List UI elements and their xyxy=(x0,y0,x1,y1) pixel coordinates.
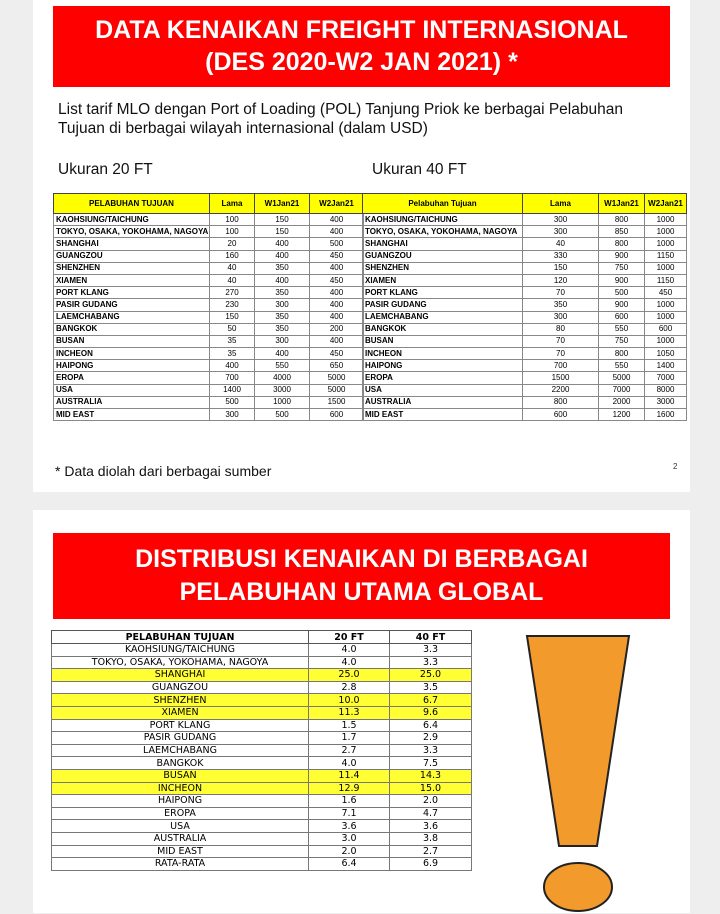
table-40ft-value-cell: 150 xyxy=(523,262,599,274)
distribution-value-cell: 6.7 xyxy=(390,694,472,707)
table-40ft-port-cell: USA xyxy=(363,384,523,396)
table-40ft-value-cell: 7000 xyxy=(599,384,645,396)
slide2-title-line2: PELABUHAN UTAMA GLOBAL xyxy=(179,578,544,606)
distribution-value-cell: 4.7 xyxy=(390,807,472,820)
distribution-header-cell: PELABUHAN TUJUAN xyxy=(52,631,309,644)
table-20ft-row xyxy=(54,250,364,262)
slide1-intro xyxy=(58,100,678,138)
table-20ft-port-cell: LAEMCHABANG xyxy=(54,311,210,323)
table-20ft-value-cell: 300 xyxy=(210,409,255,421)
table-40ft-port-cell: INCHEON xyxy=(363,348,523,360)
distribution-row xyxy=(52,656,472,669)
table-20ft-port-cell: KAOHSIUNG/TAICHUNG xyxy=(54,214,210,226)
table-20ft-port-cell: SHANGHAI xyxy=(54,238,210,250)
table-40ft-value-cell: 350 xyxy=(523,299,599,311)
table-20ft-port-cell: PORT KLANG xyxy=(54,287,210,299)
table-20ft-value-cell: 400 xyxy=(310,299,364,311)
table-20ft-row xyxy=(54,299,364,311)
distribution-row xyxy=(52,719,472,732)
table-40ft-header-cell: W2Jan21 xyxy=(645,194,687,214)
table-40ft-header-cell: Lama xyxy=(523,194,599,214)
table-20ft-row xyxy=(54,287,364,299)
distribution-port-cell: HAIPONG xyxy=(52,795,309,808)
distribution-value-cell: 25.0 xyxy=(309,669,390,682)
table-20ft-value-cell: 350 xyxy=(255,323,310,335)
table-40ft-port-cell: SHANGHAI xyxy=(363,238,523,250)
distribution-value-cell: 6.9 xyxy=(390,858,472,871)
table-40ft-value-cell: 1150 xyxy=(645,250,687,262)
table-20ft-value-cell: 270 xyxy=(210,287,255,299)
distribution-port-cell: PORT KLANG xyxy=(52,719,309,732)
table-20ft-row xyxy=(54,311,364,323)
distribution-value-cell: 4.0 xyxy=(309,757,390,770)
table-40ft-port-cell: BUSAN xyxy=(363,335,523,347)
footnote: * Data diolah dari berbagai sumber xyxy=(55,463,272,479)
table-40ft-value-cell: 600 xyxy=(523,409,599,421)
table-20ft-port-cell: EROPA xyxy=(54,372,210,384)
distribution-port-cell: BUSAN xyxy=(52,769,309,782)
distribution-port-cell: SHANGHAI xyxy=(52,669,309,682)
table-20ft-value-cell: 400 xyxy=(310,214,364,226)
table-20ft-value-cell: 5000 xyxy=(310,372,364,384)
table-20ft-header-cell: Lama xyxy=(210,194,255,214)
distribution-row xyxy=(52,694,472,707)
distribution-value-cell: 3.6 xyxy=(309,820,390,833)
distribution-row xyxy=(52,807,472,820)
intro-line1: List tarif MLO dengan Port of Loading (POL) Tanjung Priok ke berbagai Pelabuhan xyxy=(58,101,623,118)
distribution-row xyxy=(52,644,472,657)
distribution-value-cell: 1.5 xyxy=(309,719,390,732)
distribution-value-cell: 11.3 xyxy=(309,706,390,719)
table-40ft-row xyxy=(363,409,687,421)
table-20ft-value-cell: 650 xyxy=(310,360,364,372)
table-20ft-value-cell: 100 xyxy=(210,226,255,238)
table-40ft-value-cell: 1050 xyxy=(645,348,687,360)
distribution-row xyxy=(52,732,472,745)
table-20ft-port-cell: GUANGZOU xyxy=(54,250,210,262)
table-20ft-value-cell: 1400 xyxy=(210,384,255,396)
slide1-title-line2: (DES 2020-W2 JAN 2021) * xyxy=(205,48,518,76)
table-40ft-value-cell: 600 xyxy=(599,311,645,323)
table-20ft-port-cell: BANGKOK xyxy=(54,323,210,335)
table-40ft-value-cell: 1000 xyxy=(645,226,687,238)
table-20ft-value-cell: 350 xyxy=(255,311,310,323)
table-20ft-value-cell: 350 xyxy=(255,287,310,299)
table-20ft-row xyxy=(54,214,364,226)
table-20ft-value-cell: 600 xyxy=(310,409,364,421)
table-20ft-value-cell: 400 xyxy=(255,348,310,360)
distribution-value-cell: 3.6 xyxy=(390,820,472,833)
table-20ft xyxy=(53,193,364,421)
table-40ft-value-cell: 70 xyxy=(523,287,599,299)
distribution-port-cell: INCHEON xyxy=(52,782,309,795)
distribution-port-cell: PASIR GUDANG xyxy=(52,732,309,745)
table-20ft-row xyxy=(54,360,364,372)
distribution-port-cell: KAOHSIUNG/TAICHUNG xyxy=(52,644,309,657)
slide1-title-banner xyxy=(53,6,670,87)
distribution-row xyxy=(52,706,472,719)
exclamation-mark-icon xyxy=(523,634,633,914)
table-40ft-value-cell: 550 xyxy=(599,360,645,372)
table-40ft-port-cell: PASIR GUDANG xyxy=(363,299,523,311)
distribution-row xyxy=(52,769,472,782)
table-40ft-port-cell: BANGKOK xyxy=(363,323,523,335)
table-40ft-value-cell: 900 xyxy=(599,250,645,262)
table-20ft-value-cell: 400 xyxy=(310,262,364,274)
table-40ft-port-cell: PORT KLANG xyxy=(363,287,523,299)
table-20ft-header-cell: W2Jan21 xyxy=(310,194,364,214)
table-20ft-port-cell: PASIR GUDANG xyxy=(54,299,210,311)
table-40ft-value-cell: 300 xyxy=(523,311,599,323)
table-20ft-port-cell: HAIPONG xyxy=(54,360,210,372)
table-20ft-value-cell: 100 xyxy=(210,214,255,226)
table-40ft-row xyxy=(363,323,687,335)
table-40ft-value-cell: 750 xyxy=(599,335,645,347)
page-number: 2 xyxy=(673,462,678,471)
table-40ft-row xyxy=(363,396,687,408)
table-20ft-value-cell: 1000 xyxy=(255,396,310,408)
distribution-port-cell: GUANGZOU xyxy=(52,681,309,694)
distribution-value-cell: 1.6 xyxy=(309,795,390,808)
table-40ft-port-cell: EROPA xyxy=(363,372,523,384)
distribution-value-cell: 2.0 xyxy=(390,795,472,808)
distribution-value-cell: 2.0 xyxy=(309,845,390,858)
table-40ft-header-cell: W1Jan21 xyxy=(599,194,645,214)
table-40ft-port-cell: MID EAST xyxy=(363,409,523,421)
distribution-port-cell: TOKYO, OSAKA, YOKOHAMA, NAGOYA xyxy=(52,656,309,669)
table-40ft-value-cell: 750 xyxy=(599,262,645,274)
slide2-title-line1: DISTRIBUSI KENAIKAN DI BERBAGAI xyxy=(135,545,588,573)
table-20ft-port-cell: MID EAST xyxy=(54,409,210,421)
distribution-port-cell: BANGKOK xyxy=(52,757,309,770)
distribution-value-cell: 3.3 xyxy=(390,656,472,669)
distribution-header-cell: 40 FT xyxy=(390,631,472,644)
distribution-value-cell: 12.9 xyxy=(309,782,390,795)
distribution-port-cell: XIAMEN xyxy=(52,706,309,719)
table-20ft-row xyxy=(54,226,364,238)
table-40ft-row xyxy=(363,348,687,360)
table-20ft-value-cell: 450 xyxy=(310,274,364,286)
table-40ft-row xyxy=(363,238,687,250)
table-40ft-value-cell: 850 xyxy=(599,226,645,238)
table-20ft-value-cell: 40 xyxy=(210,274,255,286)
distribution-value-cell: 6.4 xyxy=(309,858,390,871)
table-40ft-row xyxy=(363,287,687,299)
distribution-row xyxy=(52,782,472,795)
table-20ft-value-cell: 500 xyxy=(210,396,255,408)
table-40ft-value-cell: 1150 xyxy=(645,274,687,286)
table-40ft-row xyxy=(363,226,687,238)
table-20ft-row xyxy=(54,348,364,360)
table-40ft-value-cell: 1000 xyxy=(645,299,687,311)
table-40ft-value-cell: 900 xyxy=(599,274,645,286)
table-40ft-row xyxy=(363,384,687,396)
table-40ft-value-cell: 800 xyxy=(599,238,645,250)
table-20ft-value-cell: 150 xyxy=(255,226,310,238)
table-20ft-row xyxy=(54,323,364,335)
table-20ft-port-cell: BUSAN xyxy=(54,335,210,347)
table-40ft-value-cell: 1000 xyxy=(645,238,687,250)
table-40ft-value-cell: 5000 xyxy=(599,372,645,384)
distribution-value-cell: 4.0 xyxy=(309,644,390,657)
table-20ft-header-cell: W1Jan21 xyxy=(255,194,310,214)
distribution-value-cell: 7.1 xyxy=(309,807,390,820)
table-40ft-value-cell: 450 xyxy=(645,287,687,299)
distribution-port-cell: MID EAST xyxy=(52,845,309,858)
table-20ft-value-cell: 400 xyxy=(310,287,364,299)
table-40ft-value-cell: 1600 xyxy=(645,409,687,421)
table-40ft-value-cell: 600 xyxy=(645,323,687,335)
distribution-value-cell: 25.0 xyxy=(390,669,472,682)
table-40ft-value-cell: 550 xyxy=(599,323,645,335)
table-20ft-body xyxy=(54,214,364,421)
table-20ft-port-cell: AUSTRALIA xyxy=(54,396,210,408)
table-40ft-value-cell: 1000 xyxy=(645,262,687,274)
table-20ft-row xyxy=(54,238,364,250)
distribution-row xyxy=(52,757,472,770)
table-20ft-value-cell: 400 xyxy=(255,250,310,262)
table-20ft-value-cell: 20 xyxy=(210,238,255,250)
table-20ft-value-cell: 500 xyxy=(310,238,364,250)
table-40ft-value-cell: 40 xyxy=(523,238,599,250)
table-40ft-value-cell: 330 xyxy=(523,250,599,262)
table-20ft-value-cell: 400 xyxy=(310,335,364,347)
slide-freight-data xyxy=(33,0,690,492)
table-20ft-value-cell: 150 xyxy=(255,214,310,226)
distribution-value-cell: 3.0 xyxy=(309,832,390,845)
distribution-table-body xyxy=(52,644,472,871)
table-40ft-row xyxy=(363,311,687,323)
exclamation-bar xyxy=(527,636,629,846)
table-40ft-value-cell: 900 xyxy=(599,299,645,311)
distribution-value-cell: 11.4 xyxy=(309,769,390,782)
table-40ft xyxy=(362,193,687,421)
table-20ft-value-cell: 160 xyxy=(210,250,255,262)
distribution-row xyxy=(52,845,472,858)
table-40ft-value-cell: 120 xyxy=(523,274,599,286)
table-20ft-value-cell: 35 xyxy=(210,335,255,347)
table-40ft-header xyxy=(363,194,687,214)
distribution-row xyxy=(52,858,472,871)
table-20ft-value-cell: 3000 xyxy=(255,384,310,396)
distribution-value-cell: 15.0 xyxy=(390,782,472,795)
exclamation-dot xyxy=(544,863,612,911)
table-40ft-value-cell: 80 xyxy=(523,323,599,335)
table-40ft-port-cell: AUSTRALIA xyxy=(363,396,523,408)
table-40ft-value-cell: 1400 xyxy=(645,360,687,372)
table-40ft-row xyxy=(363,250,687,262)
table-40ft-value-cell: 1000 xyxy=(645,311,687,323)
table-40ft-value-cell: 1500 xyxy=(523,372,599,384)
table-40ft-port-cell: SHENZHEN xyxy=(363,262,523,274)
distribution-row xyxy=(52,669,472,682)
distribution-value-cell: 2.7 xyxy=(309,744,390,757)
table-40ft-port-cell: XIAMEN xyxy=(363,274,523,286)
distribution-value-cell: 10.0 xyxy=(309,694,390,707)
table-20ft-row xyxy=(54,409,364,421)
table-20ft-header xyxy=(54,194,364,214)
table-20ft-port-cell: XIAMEN xyxy=(54,274,210,286)
table-40ft-row xyxy=(363,335,687,347)
table-40ft-value-cell: 800 xyxy=(599,348,645,360)
distribution-value-cell: 6.4 xyxy=(390,719,472,732)
table-20ft-port-cell: SHENZHEN xyxy=(54,262,210,274)
slide-distribution xyxy=(33,510,690,913)
table-20ft-value-cell: 350 xyxy=(255,262,310,274)
table-40ft-value-cell: 3000 xyxy=(645,396,687,408)
distribution-port-cell: RATA-RATA xyxy=(52,858,309,871)
table-20ft-value-cell: 40 xyxy=(210,262,255,274)
table-20ft-value-cell: 400 xyxy=(210,360,255,372)
table-20ft-value-cell: 35 xyxy=(210,348,255,360)
distribution-row xyxy=(52,681,472,694)
table-20ft-value-cell: 50 xyxy=(210,323,255,335)
table-20ft-header-cell: PELABUHAN TUJUAN xyxy=(54,194,210,214)
table-20ft-value-cell: 500 xyxy=(255,409,310,421)
table-20ft-value-cell: 300 xyxy=(255,299,310,311)
table-40ft-port-cell: LAEMCHABANG xyxy=(363,311,523,323)
table-20ft-row xyxy=(54,335,364,347)
table-20ft-row xyxy=(54,262,364,274)
table-40ft-value-cell: 1000 xyxy=(645,335,687,347)
distribution-value-cell: 7.5 xyxy=(390,757,472,770)
table-40ft-header-cell: Pelabuhan Tujuan xyxy=(363,194,523,214)
table-40ft-value-cell: 300 xyxy=(523,214,599,226)
distribution-value-cell: 4.0 xyxy=(309,656,390,669)
distribution-value-cell: 1.7 xyxy=(309,732,390,745)
table-20ft-value-cell: 230 xyxy=(210,299,255,311)
table-20ft-value-cell: 450 xyxy=(310,348,364,360)
table-20ft-value-cell: 450 xyxy=(310,250,364,262)
table-40ft-port-cell: GUANGZOU xyxy=(363,250,523,262)
distribution-value-cell: 3.3 xyxy=(390,744,472,757)
table-20ft-value-cell: 200 xyxy=(310,323,364,335)
table-40ft-value-cell: 2000 xyxy=(599,396,645,408)
table-40ft-row xyxy=(363,372,687,384)
table-20ft-port-cell: INCHEON xyxy=(54,348,210,360)
table-40ft-value-cell: 8000 xyxy=(645,384,687,396)
distribution-port-cell: LAEMCHABANG xyxy=(52,744,309,757)
distribution-row xyxy=(52,744,472,757)
table-40ft-value-cell: 800 xyxy=(523,396,599,408)
distribution-header-cell: 20 FT xyxy=(309,631,390,644)
table-20ft-port-cell: TOKYO, OSAKA, YOKOHAMA, NAGOYA xyxy=(54,226,210,238)
table-40ft-row xyxy=(363,214,687,226)
table-40ft-port-cell: KAOHSIUNG/TAICHUNG xyxy=(363,214,523,226)
intro-line2: Tujuan di berbagai wilayah internasional (dalam USD) xyxy=(58,120,428,137)
distribution-value-cell: 14.3 xyxy=(390,769,472,782)
table-20ft-row xyxy=(54,274,364,286)
table-20ft-value-cell: 550 xyxy=(255,360,310,372)
table-20ft-value-cell: 400 xyxy=(255,238,310,250)
table-40ft-row xyxy=(363,274,687,286)
table-40ft-port-cell: TOKYO, OSAKA, YOKOHAMA, NAGOYA xyxy=(363,226,523,238)
distribution-table xyxy=(51,630,472,871)
table-20ft-value-cell: 150 xyxy=(210,311,255,323)
slide2-title-banner xyxy=(53,533,670,619)
table-20ft-value-cell: 700 xyxy=(210,372,255,384)
distribution-table-header xyxy=(52,631,472,644)
table-40ft-value-cell: 300 xyxy=(523,226,599,238)
distribution-row xyxy=(52,820,472,833)
distribution-value-cell: 9.6 xyxy=(390,706,472,719)
table-40ft-value-cell: 1200 xyxy=(599,409,645,421)
table-20ft-port-cell: USA xyxy=(54,384,210,396)
distribution-value-cell: 3.8 xyxy=(390,832,472,845)
table-40ft-value-cell: 70 xyxy=(523,348,599,360)
distribution-value-cell: 2.7 xyxy=(390,845,472,858)
distribution-value-cell: 3.5 xyxy=(390,681,472,694)
table-20ft-row xyxy=(54,384,364,396)
label-40ft: Ukuran 40 FT xyxy=(372,161,467,178)
table-40ft-value-cell: 7000 xyxy=(645,372,687,384)
distribution-value-cell: 2.8 xyxy=(309,681,390,694)
distribution-value-cell: 3.3 xyxy=(390,644,472,657)
table-20ft-value-cell: 400 xyxy=(310,311,364,323)
table-20ft-row xyxy=(54,396,364,408)
table-20ft-value-cell: 4000 xyxy=(255,372,310,384)
distribution-port-cell: EROPA xyxy=(52,807,309,820)
table-40ft-row xyxy=(363,360,687,372)
distribution-value-cell: 2.9 xyxy=(390,732,472,745)
table-20ft-value-cell: 1500 xyxy=(310,396,364,408)
slide1-title-line1: DATA KENAIKAN FREIGHT INTERNASIONAL xyxy=(95,16,628,44)
table-20ft-value-cell: 300 xyxy=(255,335,310,347)
table-40ft-body xyxy=(363,214,687,421)
table-40ft-row xyxy=(363,299,687,311)
table-40ft-value-cell: 500 xyxy=(599,287,645,299)
table-40ft-row xyxy=(363,262,687,274)
distribution-port-cell: SHENZHEN xyxy=(52,694,309,707)
table-40ft-value-cell: 800 xyxy=(599,214,645,226)
table-40ft-value-cell: 2200 xyxy=(523,384,599,396)
table-40ft-value-cell: 700 xyxy=(523,360,599,372)
distribution-row xyxy=(52,795,472,808)
table-20ft-value-cell: 400 xyxy=(255,274,310,286)
distribution-row xyxy=(52,832,472,845)
table-20ft-value-cell: 5000 xyxy=(310,384,364,396)
table-20ft-value-cell: 400 xyxy=(310,226,364,238)
distribution-port-cell: AUSTRALIA xyxy=(52,832,309,845)
label-20ft: Ukuran 20 FT xyxy=(58,161,153,178)
table-40ft-value-cell: 1000 xyxy=(645,214,687,226)
distribution-port-cell: USA xyxy=(52,820,309,833)
table-40ft-port-cell: HAIPONG xyxy=(363,360,523,372)
table-40ft-value-cell: 70 xyxy=(523,335,599,347)
table-20ft-row xyxy=(54,372,364,384)
